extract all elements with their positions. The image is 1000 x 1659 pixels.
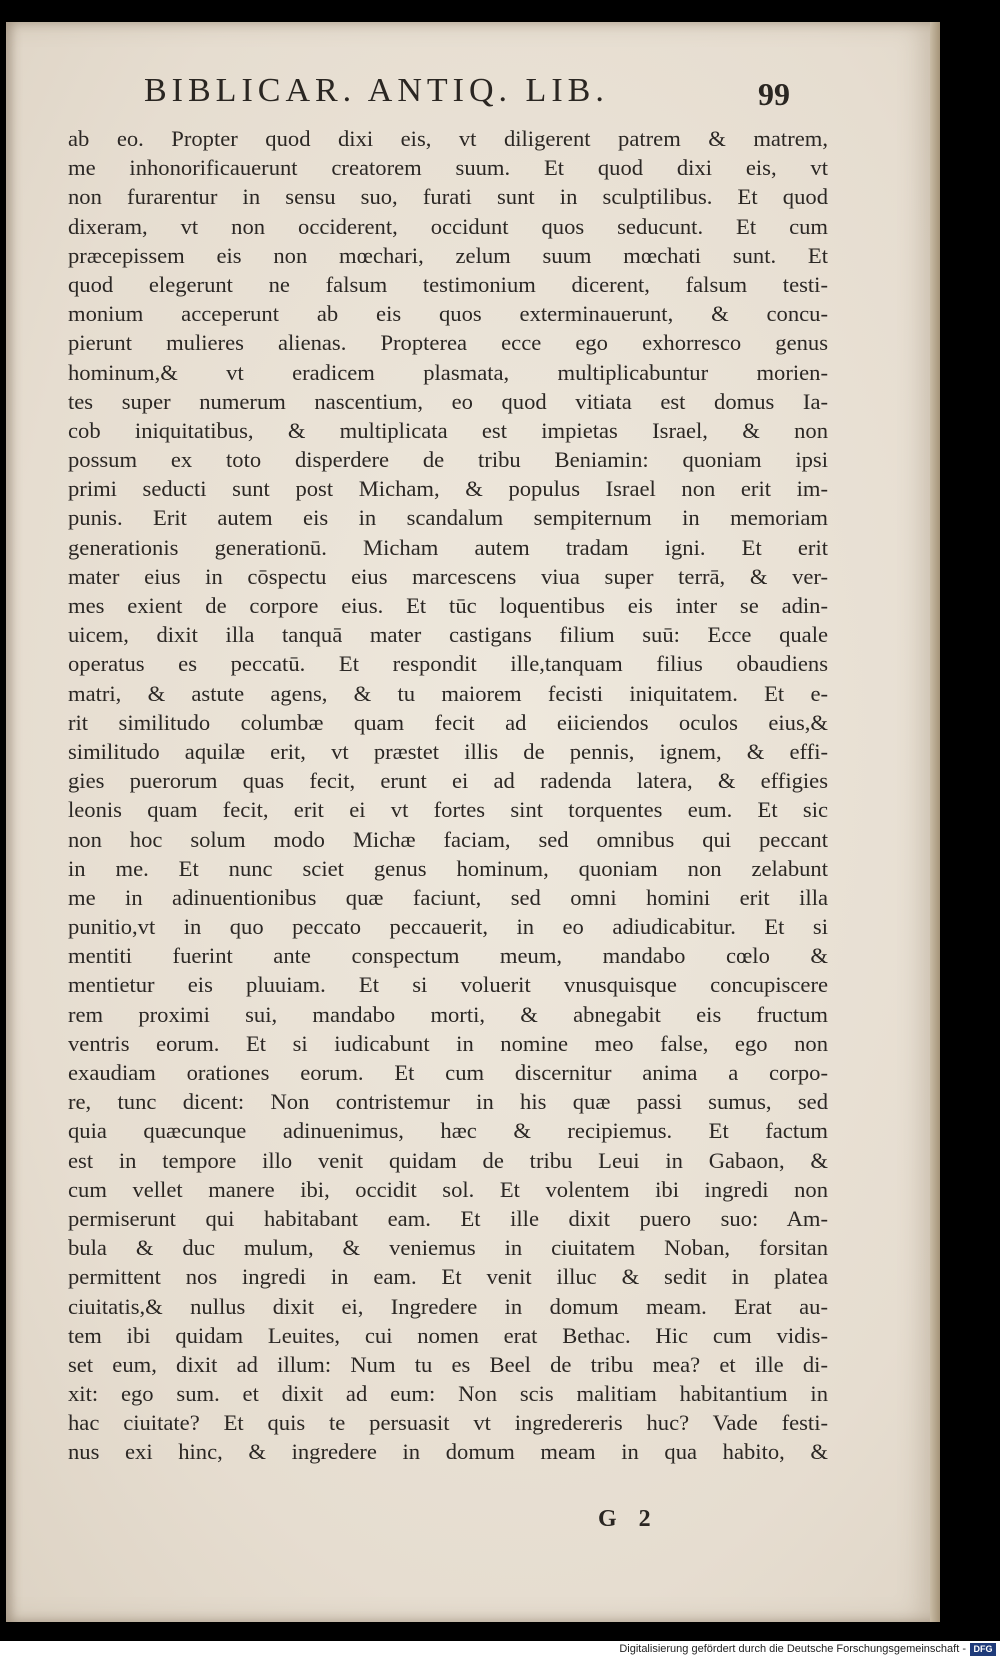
- page-header: [144, 72, 844, 116]
- text-line: me inhonorificauerunt creatorem suum. Et quod dixi eis, vt: [68, 155, 828, 181]
- text-line: similitudo aquilæ erit, vt præstet illis de pennis, ignem, & effi-: [68, 738, 828, 764]
- text-line: quod elegerunt ne falsum testimonium dicerent, falsum testi-: [68, 271, 828, 297]
- text-line: rit similitudo columbæ quam fecit ad eiiciendos oculos eius,&: [68, 709, 828, 735]
- text-line: monium acceperunt ab eis quos exterminauerunt, & concu-: [68, 301, 828, 327]
- text-line: ventris eorum. Et si iudicabunt in nomine meo false, ego non: [68, 1030, 828, 1056]
- text-line: xit: ego sum. et dixit ad eum: Non scis malitiam habitantium in: [68, 1381, 828, 1407]
- funding-credit: Digitalisierung gefördert durch die Deutsche Forschungsgemeinschaft -: [619, 1643, 966, 1655]
- text-line: non hoc solum modo Michæ faciam, sed omnibus qui peccant: [68, 826, 828, 852]
- text-line: permiserunt qui habitabant eam. Et ille dixit puero suo: Am-: [68, 1205, 828, 1231]
- text-line: leonis quam fecit, erit ei vt fortes sint torquentes eum. Et sic: [68, 797, 828, 823]
- text-line: permittent nos ingredi in eam. Et venit illuc & sedit in platea: [68, 1264, 828, 1290]
- text-line: possum ex toto disperdere de tribu Beniamin: quoniam ipsi: [68, 447, 828, 473]
- text-line: tes super numerum nascentium, eo quod vitiata est domus Ia-: [68, 388, 828, 414]
- text-line: mentietur eis pluuiam. Et si voluerit vnusquisque concupiscere: [68, 972, 828, 998]
- text-line: mentiti fuerint ante conspectum meum, mandabo cœlo &: [68, 943, 828, 969]
- text-line: operatus es peccatū. Et respondit ille,tanquam filius obaudiens: [68, 651, 828, 677]
- dfg-logo: DFG: [970, 1643, 996, 1656]
- text-line: cob iniquitatibus, & multiplicata est impietas Israel, & non: [68, 417, 828, 443]
- text-line: cum vellet manere ibi, occidit sol. Et volentem ibi ingredi non: [68, 1176, 828, 1202]
- book-page: [6, 22, 940, 1622]
- text-line: ab eo. Propter quod dixi eis, vt diligerent patrem & matrem,: [68, 126, 828, 151]
- text-line: pierunt mulieres alienas. Propterea ecce ego exhorresco genus: [68, 330, 828, 356]
- text-line: uicem, dixit illa tanquā mater castigans filium suū: Ecce quale: [68, 622, 828, 648]
- text-line: mes exient de corpore eius. Et tūc loquentibus eis inter se adin-: [68, 593, 828, 618]
- text-line: tem ibi quidam Leuites, cui nomen erat Bethac. Hic cum vidis-: [68, 1322, 828, 1348]
- text-line: hac ciuitate? Et quis te persuasit vt ingredereris huc? Vade festi-: [68, 1410, 828, 1436]
- text-line: gies puerorum quas fecit, erunt ei ad radenda latera, & effigies: [68, 768, 828, 794]
- text-line: quia quæcunque adinuenimus, hæc & recipiemus. Et factum: [68, 1118, 828, 1144]
- text-line: hominum,& vt eradicem plasmata, multiplicabuntur morien-: [68, 359, 828, 385]
- text-line: dixeram, vt non occiderent, occidunt quos seducunt. Et cum: [68, 213, 828, 239]
- text-line: matri, & astute agens, & tu maiorem fecisti iniquitatem. Et e-: [68, 680, 828, 706]
- text-line: punitio,vt in quo peccato peccauerit, in eo adiudicabitur. Et si: [68, 914, 828, 940]
- text-line: non furarentur in sensu suo, furati sunt in sculptilibus. Et quod: [68, 184, 828, 210]
- body-text: [68, 124, 828, 1467]
- text-line: exaudiam orationes eorum. Et cum discernitur anima a corpo-: [68, 1060, 828, 1085]
- page-number: 99: [758, 76, 790, 112]
- text-line: mater eius in cōspectu eius marcescens viua super terrā, & ver-: [68, 563, 828, 589]
- text-line: primi seducti sunt post Micham, & populus Israel non erit im-: [68, 476, 828, 502]
- text-line: set eum, dixit ad illum: Num tu es Beel de tribu mea? et ille di-: [68, 1351, 828, 1377]
- text-line: est in tempore illo venit quidam de tribu Leui in Gabaon, &: [68, 1147, 828, 1173]
- text-line: me in adinuentionibus quæ faciunt, sed omni homini erit illa: [68, 884, 828, 910]
- running-title: BIBLICAR. ANTIQ. LIB.: [144, 72, 609, 109]
- text-line: punis. Erit autem eis in scandalum sempiternum in memoriam: [68, 505, 828, 531]
- text-line: in me. Et nunc sciet genus hominum, quoniam non zelabunt: [68, 855, 828, 881]
- footer-bar: [0, 1641, 1000, 1659]
- signature-mark: G 2: [598, 1506, 659, 1532]
- text-line: nus exi hinc, & ingredere in domum meam in qua habito, &: [68, 1439, 828, 1465]
- text-line: ciuitatis,& nullus dixit ei, Ingredere in domum meam. Erat au-: [68, 1293, 828, 1319]
- text-line: generationis generationū. Micham autem tradam igni. Et erit: [68, 534, 828, 560]
- text-line: præcepissem eis non mœchari, zelum suum mœchati sunt. Et: [68, 242, 828, 268]
- text-line: re, tunc dicent: Non contristemur in his quæ passi sumus, sed: [68, 1089, 828, 1115]
- text-line: rem proximi sui, mandabo morti, & abnegabit eis fructum: [68, 1001, 828, 1027]
- text-line: bula & duc mulum, & veniemus in ciuitatem Noban, forsitan: [68, 1235, 828, 1261]
- page-edge: [930, 22, 940, 1622]
